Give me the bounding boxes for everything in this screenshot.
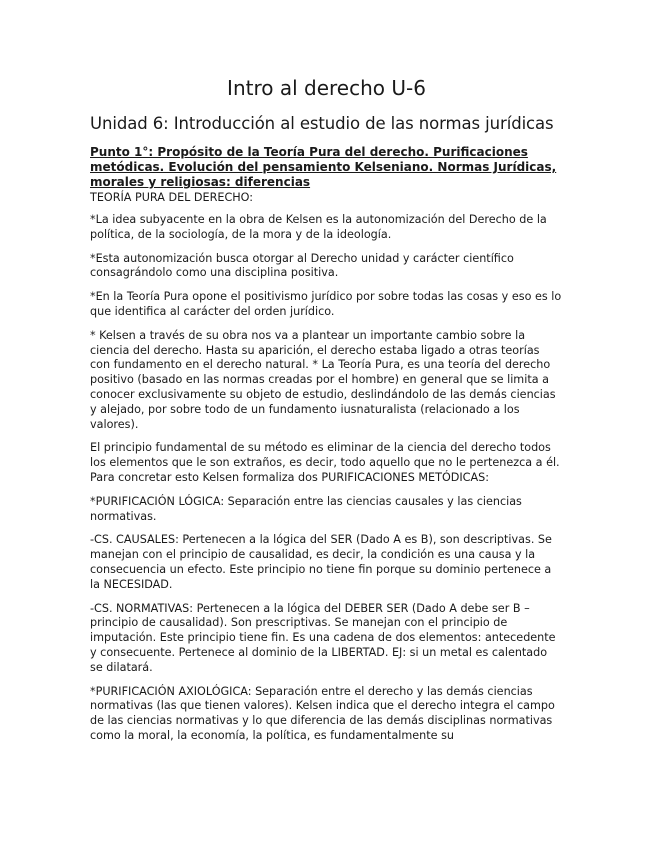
section-label: TEORÍA PURA DEL DERECHO: — [90, 191, 254, 204]
paragraph-positivismo: *En la Teoría Pura opone el positivismo jurídico por sobre todas las cosas y eso es lo que identifica al carácter del orden jurídico. — [90, 290, 562, 318]
paragraph-principio-metodo: El principio fundamental de su método es eliminar de la ciencia del derecho todos los elementos que le son extraños, es decir, todo aquello que no le pertenezca a él. Para concretar esto Kelsen formaliza dos PURIFICACIONES METÓDICAS: — [90, 441, 560, 484]
paragraph-purificacion-logica: *PURIFICACIÓN LÓGICA: Separación entre las ciencias causales y las ciencias normativas. — [90, 494, 522, 523]
point-heading: Punto 1°: Propósito de la Teoría Pura del derecho. Purificaciones metódicas. Evolución del pensamiento Kelseniano. Normas Jurídicas, morales y religiosas: diferencias — [90, 145, 557, 189]
paragraph-cs-causales: -CS. CAUSALES: Pertenecen a la lógica del SER (Dado A es B), son descriptivas. Se manejan con el principio de causalidad, es decir, la condición es una causa y la consecuencia un efecto. Este principio no tiene fin porque su dominio pertenece a la NECESIDAD. — [90, 533, 552, 591]
paragraph-cs-normativas: -CS. NORMATIVAS: Pertenecen a la lógica del DEBER SER (Dado A debe ser B – principio de causalidad). Son prescriptivas. Se manejan con el principio de imputación. Este principio tiene fin. Es una cadena de dos elementos: antecedente y consecuente. Pertenece al dominio de la LIBERTAD. EJ: si un metal es calentado se dilatará. — [90, 601, 556, 674]
paragraph-cambio-ciencia: * Kelsen a través de su obra nos va a plantear un importante cambio sobre la ciencia del derecho. Hasta su aparición, el derecho estaba ligado a otras teorías con fundamento en el derecho natural. * La Teoría Pura, es una teoría del derecho positivo (basado en las normas creadas por el hombre) en general que se limita a conocer exclusivamente su objeto de estudio, deslindándolo de las demás ciencias y alejado, por sobre todo de un fundamento iusnaturalista (relacionado a los valores). — [90, 328, 556, 431]
paragraph-purificacion-axiologica: *PURIFICACIÓN AXIOLÓGICA: Separación entre el derecho y las demás ciencias normativas (las que tienen valores). Kelsen indica que el derecho integra el campo de las ciencias normativas y lo que diferencia de las demás disciplinas normativas como la moral, la economía, la política, es fundamentalmente su — [90, 684, 555, 742]
document-title: Intro al derecho U-6 — [227, 76, 426, 100]
paragraph-autonomizacion: *La idea subyacente en la obra de Kelsen es la autonomización del Derecho de la política, de la sociología, de la mora y de la ideología. — [90, 213, 547, 241]
paragraph-unidad: *Esta autonomización busca otorgar al Derecho unidad y carácter científico consagrándolo como una disciplina positiva. — [90, 251, 514, 280]
unit-heading: Unidad 6: Introducción al estudio de las normas jurídicas — [90, 114, 554, 133]
